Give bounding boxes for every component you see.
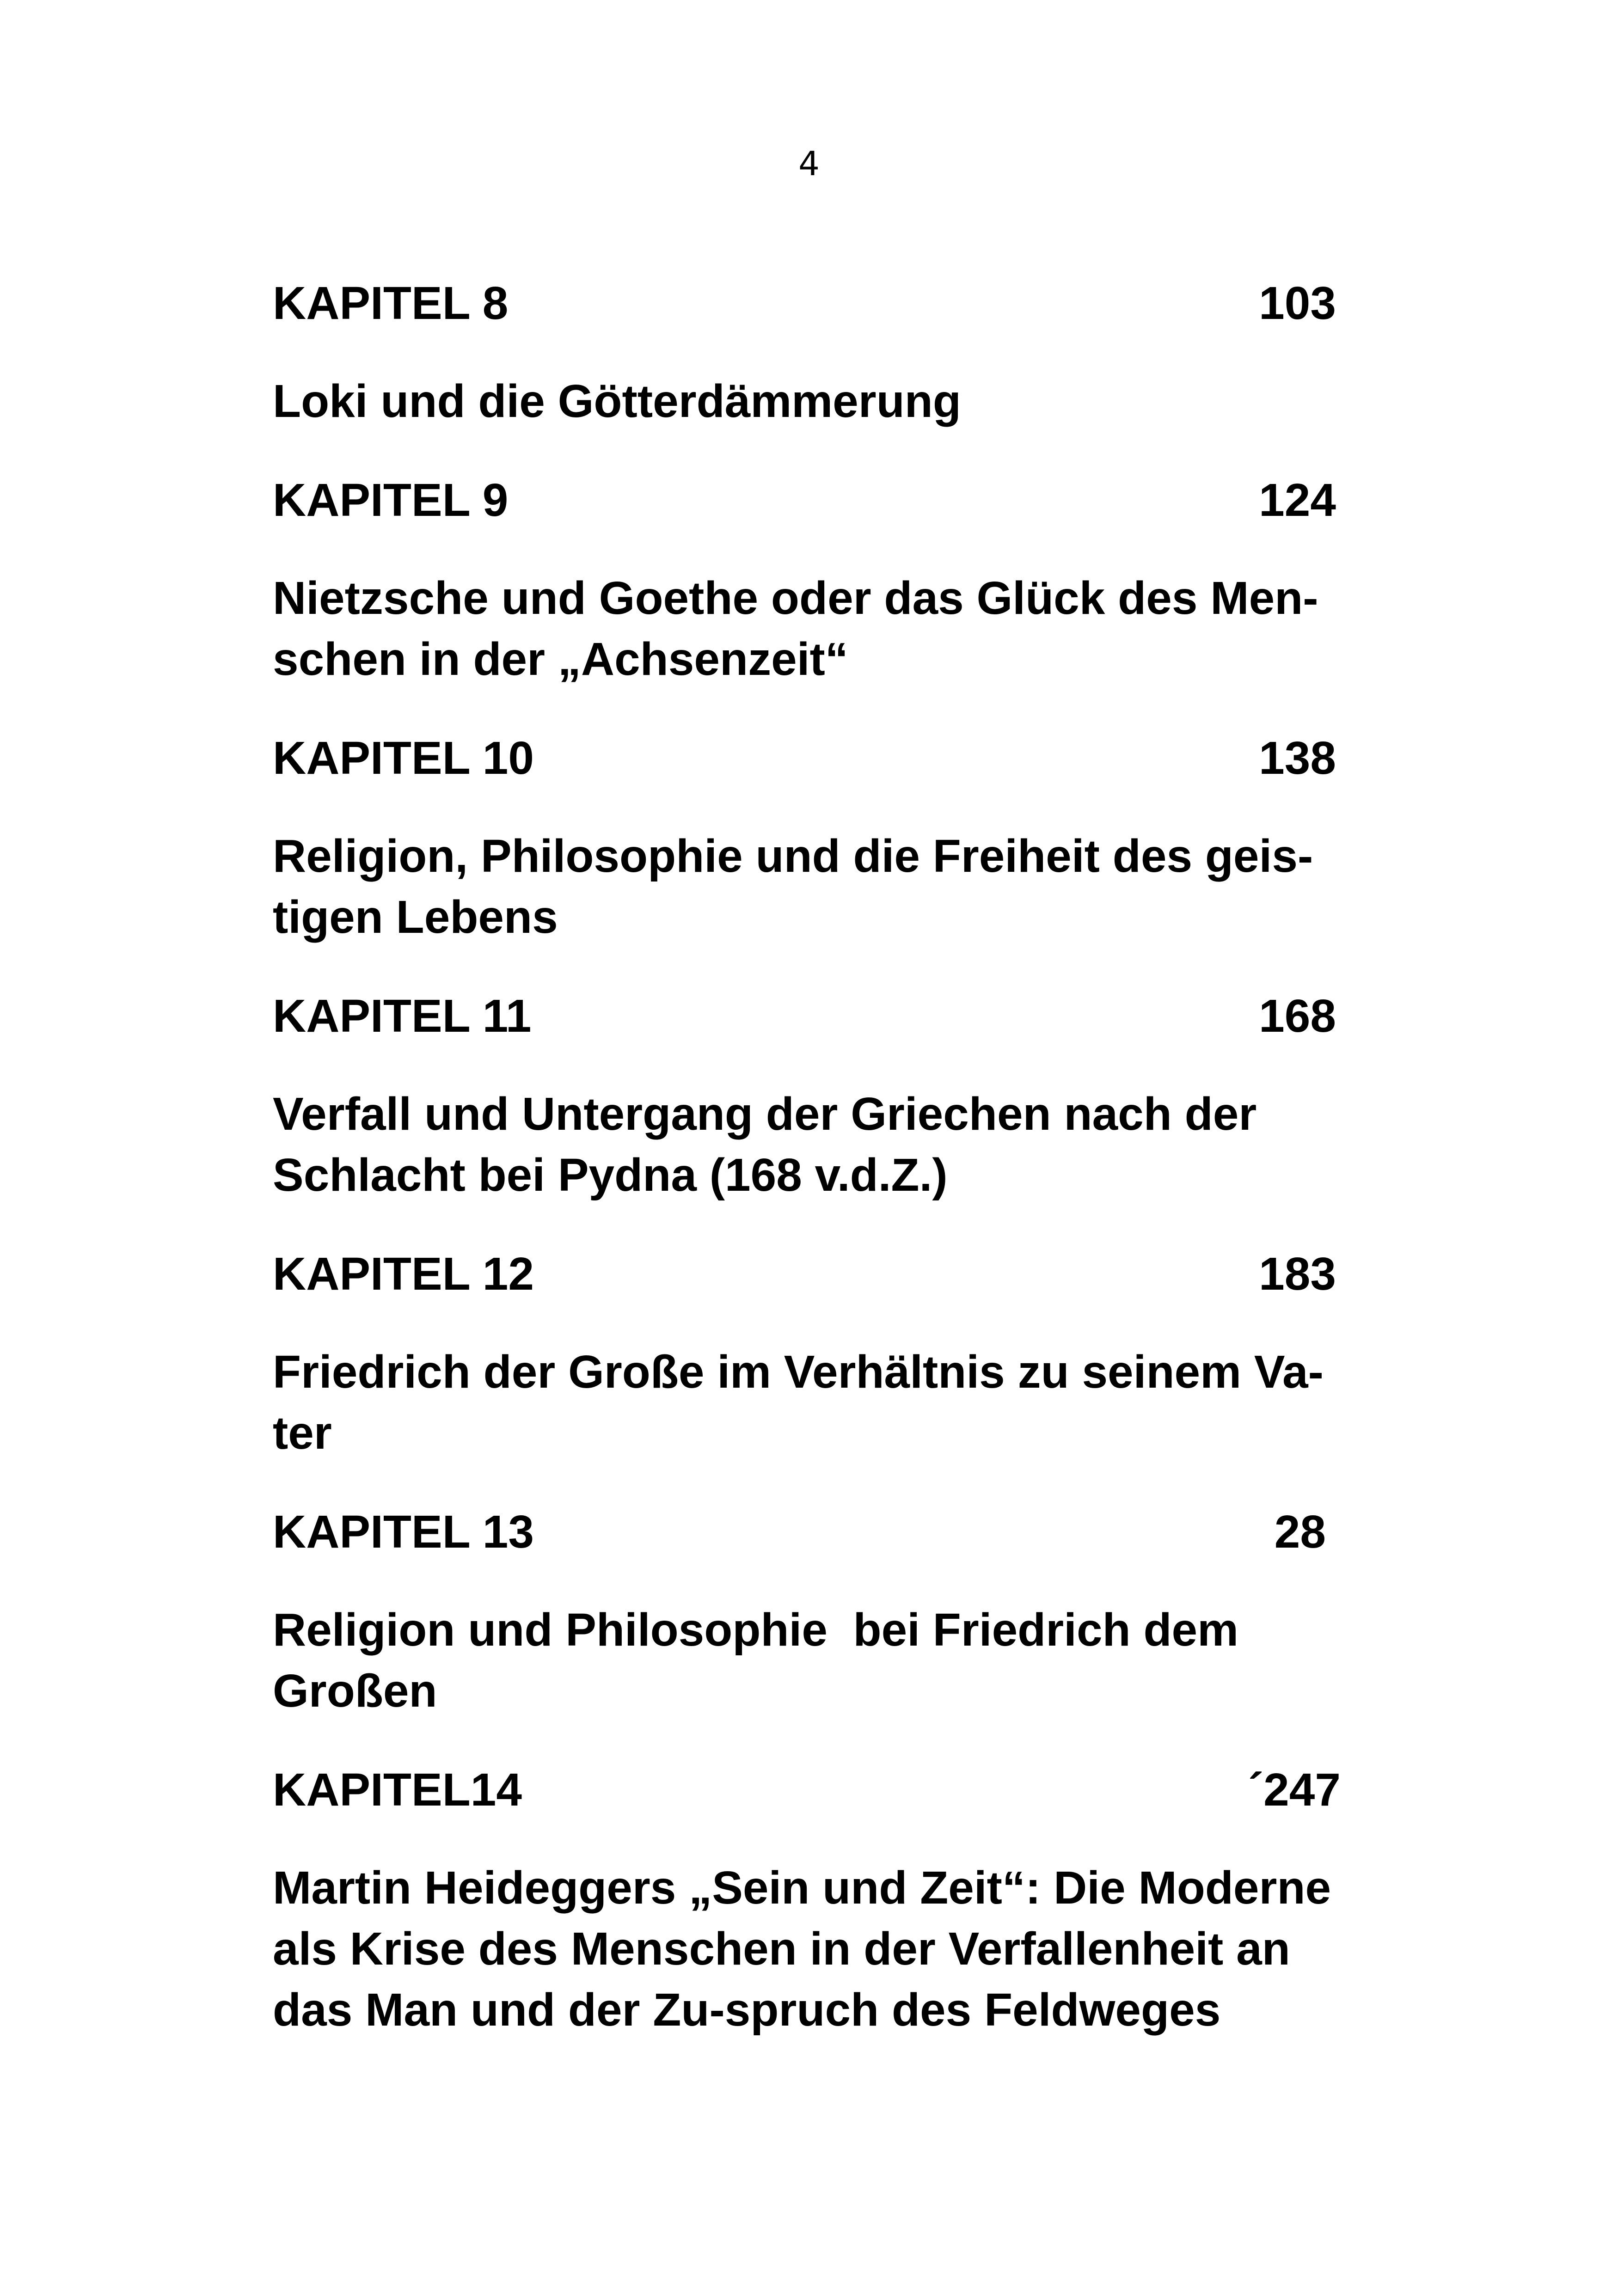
chapter-title-line: Schlacht bei Pydna (168 v.d.Z.): [273, 1149, 948, 1201]
chapter-title-line: Verfall und Untergang der Griechen nach der: [273, 1088, 1257, 1140]
chapter-title-line: Martin Heideggers „Sein und Zeit“: Die Moderne: [273, 1862, 1331, 1914]
chapter-title: [273, 1341, 1341, 1463]
chapter-heading-row: [273, 986, 1341, 1047]
chapter-title-line: Religion, Philosophie und die Freiheit des geis-: [273, 830, 1313, 882]
chapter-title-line: Nietzsche und Goethe oder das Glück des Men-: [273, 572, 1318, 624]
chapter-heading-row: [273, 728, 1341, 789]
chapter-title-line: ter: [273, 1407, 332, 1459]
chapter-label: KAPITEL14: [273, 1764, 522, 1816]
toc-entry-kapitel-12: [273, 1243, 1341, 1463]
chapter-title-line: Loki und die Götterdämmerung: [273, 375, 961, 427]
toc-entry-kapitel-9: [273, 470, 1341, 690]
chapter-label: KAPITEL 9: [273, 474, 509, 526]
chapter-page-number: 28: [1274, 1506, 1326, 1558]
chapter-title-line: Religion und Philosophie bei Friedrich dem: [273, 1604, 1239, 1656]
chapter-title: [273, 1599, 1341, 1721]
toc-entry-kapitel-11: [273, 986, 1341, 1206]
chapter-label: KAPITEL 10: [273, 732, 534, 784]
chapter-heading-row: [273, 470, 1341, 531]
chapter-heading-row: [273, 1243, 1341, 1304]
chapter-title-line: Friedrich der Große im Verhältnis zu seinem Va-: [273, 1346, 1324, 1398]
chapter-title-line: Großen: [273, 1665, 437, 1717]
chapter-title-line: das Man und der Zu-spruch des Feldweges: [273, 1984, 1221, 2036]
table-of-contents: [273, 273, 1341, 2078]
chapter-title: [273, 371, 1341, 432]
chapter-label: KAPITEL 11: [273, 990, 532, 1042]
toc-entry-kapitel-13: [273, 1501, 1341, 1721]
chapter-heading-row: [273, 273, 1341, 334]
chapter-page-number: 168: [1259, 990, 1336, 1042]
chapter-page-number: 138: [1259, 732, 1336, 784]
page-number: 4: [798, 144, 820, 183]
chapter-title-line: schen in der „Achsenzeit“: [273, 633, 848, 685]
chapter-page-number: 103: [1259, 277, 1336, 329]
toc-entry-kapitel-14: [273, 1759, 1341, 2040]
chapter-title: [273, 568, 1341, 690]
chapter-title: [273, 1857, 1341, 2040]
chapter-title: [273, 1084, 1341, 1206]
chapter-title-line: als Krise des Menschen in der Verfallenheit an: [273, 1923, 1290, 1975]
toc-entry-kapitel-10: [273, 728, 1341, 948]
chapter-heading-row: [273, 1759, 1341, 1820]
chapter-label: KAPITEL 12: [273, 1248, 534, 1300]
chapter-title-line: tigen Lebens: [273, 891, 558, 943]
chapter-title: [273, 826, 1341, 948]
chapter-page-number: 183: [1259, 1248, 1336, 1300]
chapter-page-number: ´247: [1248, 1764, 1341, 1816]
chapter-heading-row: [273, 1501, 1341, 1562]
toc-entry-kapitel-8: [273, 273, 1341, 432]
chapter-label: KAPITEL 8: [273, 277, 509, 329]
chapter-page-number: 124: [1259, 474, 1336, 526]
chapter-label: KAPITEL 13: [273, 1506, 534, 1558]
